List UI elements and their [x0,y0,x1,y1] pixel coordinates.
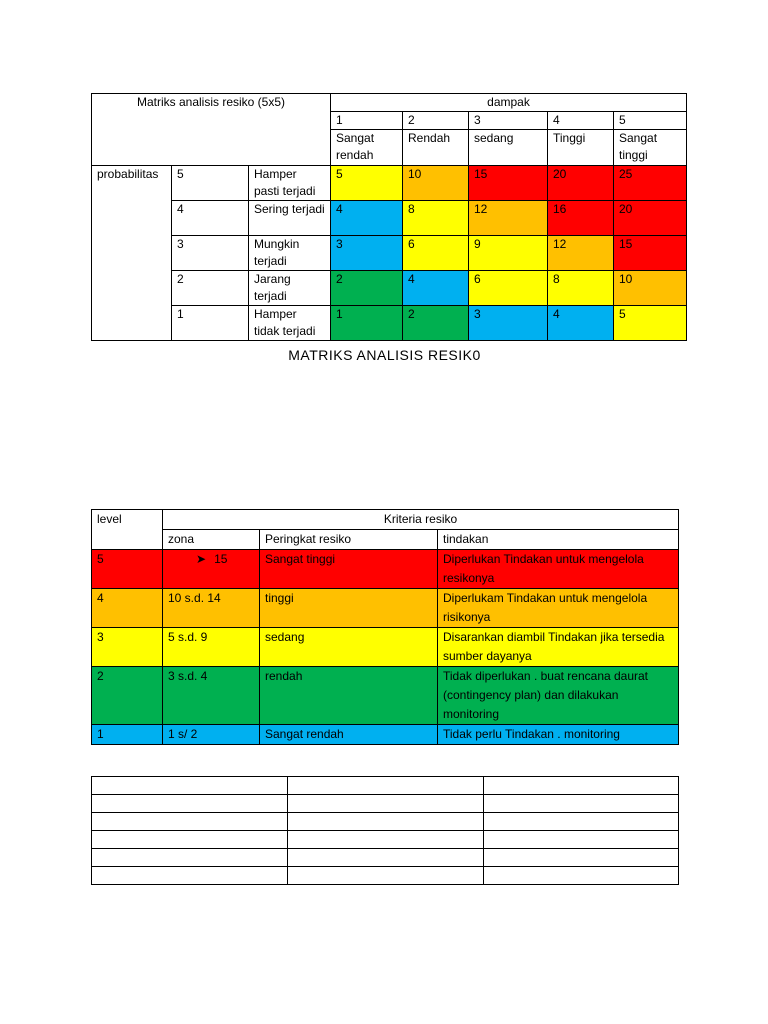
empty-cell [288,813,484,831]
criteria-peringkat: tinggi [260,589,438,628]
matrix-cell: 6 [403,236,469,271]
matrix-cell: 15 [614,236,687,271]
criteria-tindakan: Disarankan diambil Tindakan jika tersedia sumber dayanya [438,628,679,667]
dampak-label-2: Rendah [403,130,469,166]
prob-num-4: 4 [172,201,249,236]
criteria-peringkat: Sangat rendah [260,725,438,745]
matrix-cell: 15 [469,166,548,201]
empty-cell [288,795,484,813]
criteria-tindakan: Tidak diperlukan . buat rencana daurat (contingency plan) dan dilakukan monitoring [438,667,679,725]
empty-cell [484,831,679,849]
dampak-label-3: sedang [469,130,548,166]
empty-cell [288,849,484,867]
matrix-cell: 5 [614,306,687,341]
criteria-level: 5 [92,550,163,589]
tindakan-header: tindakan [438,530,679,550]
dampak-num-2: 2 [403,112,469,130]
criteria-tindakan: Tidak perlu Tindakan . monitoring [438,725,679,745]
prob-num-1: 1 [172,306,249,341]
dampak-num-1: 1 [331,112,403,130]
matrix-caption: MATRIKS ANALISIS RESIK0 [288,347,481,363]
matrix-cell: 12 [548,236,614,271]
dampak-num-3: 3 [469,112,548,130]
empty-cell [288,777,484,795]
dampak-label-5: Sangat tinggi [614,130,687,166]
empty-cell [484,813,679,831]
matrix-cell: 1 [331,306,403,341]
criteria-tindakan: Diperlukan Tindakan untuk mengelola resikonya [438,550,679,589]
arrow-bullet-icon: ➤ [196,552,207,566]
empty-cell [288,831,484,849]
matrix-cell: 2 [403,306,469,341]
dampak-label-1: Sangat rendah [331,130,403,166]
criteria-peringkat: sedang [260,628,438,667]
risk-matrix-table [91,93,687,341]
matrix-cell: 20 [548,166,614,201]
empty-cell [484,849,679,867]
matrix-cell: 8 [403,201,469,236]
zona-header: zona [163,530,260,550]
risk-criteria-table [91,509,679,745]
criteria-peringkat: Sangat tinggi [260,550,438,589]
dampak-num-5: 5 [614,112,687,130]
criteria-level: 2 [92,667,163,725]
criteria-zona-value: 15 [214,552,228,566]
empty-table [91,776,679,885]
peringkat-header: Peringkat resiko [260,530,438,550]
matrix-cell: 4 [331,201,403,236]
empty-cell [484,867,679,885]
prob-num-5: 5 [172,166,249,201]
matrix-cell: 10 [403,166,469,201]
empty-cell [288,867,484,885]
matrix-cell: 9 [469,236,548,271]
criteria-level: 3 [92,628,163,667]
prob-num-3: 3 [172,236,249,271]
prob-label-5: Hamper pasti terjadi [249,166,331,201]
dampak-label-4: Tinggi [548,130,614,166]
criteria-zona: 1 s/ 2 [163,725,260,745]
empty-cell [484,777,679,795]
matrix-cell: 3 [469,306,548,341]
criteria-tindakan: Diperlukam Tindakan untuk mengelola risikonya [438,589,679,628]
matrix-cell: 4 [548,306,614,341]
dampak-header: dampak [331,94,687,112]
prob-label-4: Sering terjadi [249,201,331,236]
matrix-cell: 2 [331,271,403,306]
criteria-zona [163,550,260,589]
matrix-cell: 12 [469,201,548,236]
matrix-cell: 3 [331,236,403,271]
empty-cell [92,831,288,849]
empty-cell [92,795,288,813]
matrix-title: Matriks analisis resiko (5x5) [92,94,331,166]
prob-label-2: Jarang terjadi [249,271,331,306]
prob-label-1: Hamper tidak terjadi [249,306,331,341]
matrix-cell: 6 [469,271,548,306]
matrix-cell: 25 [614,166,687,201]
criteria-level: 1 [92,725,163,745]
prob-label-3: Mungkin terjadi [249,236,331,271]
criteria-zona: 5 s.d. 9 [163,628,260,667]
matrix-cell: 20 [614,201,687,236]
criteria-peringkat: rendah [260,667,438,725]
empty-cell [92,867,288,885]
matrix-cell: 4 [403,271,469,306]
empty-cell [92,849,288,867]
matrix-cell: 8 [548,271,614,306]
empty-cell [484,795,679,813]
matrix-cell: 5 [331,166,403,201]
prob-num-2: 2 [172,271,249,306]
dampak-num-4: 4 [548,112,614,130]
empty-cell [92,813,288,831]
matrix-cell: 10 [614,271,687,306]
kriteria-header: Kriteria resiko [163,510,679,530]
probabilitas-label: probabilitas [92,166,172,341]
matrix-cell: 16 [548,201,614,236]
criteria-level: 4 [92,589,163,628]
empty-cell [92,777,288,795]
criteria-zona: 10 s.d. 14 [163,589,260,628]
criteria-zona: 3 s.d. 4 [163,667,260,725]
level-header: level [92,510,163,550]
